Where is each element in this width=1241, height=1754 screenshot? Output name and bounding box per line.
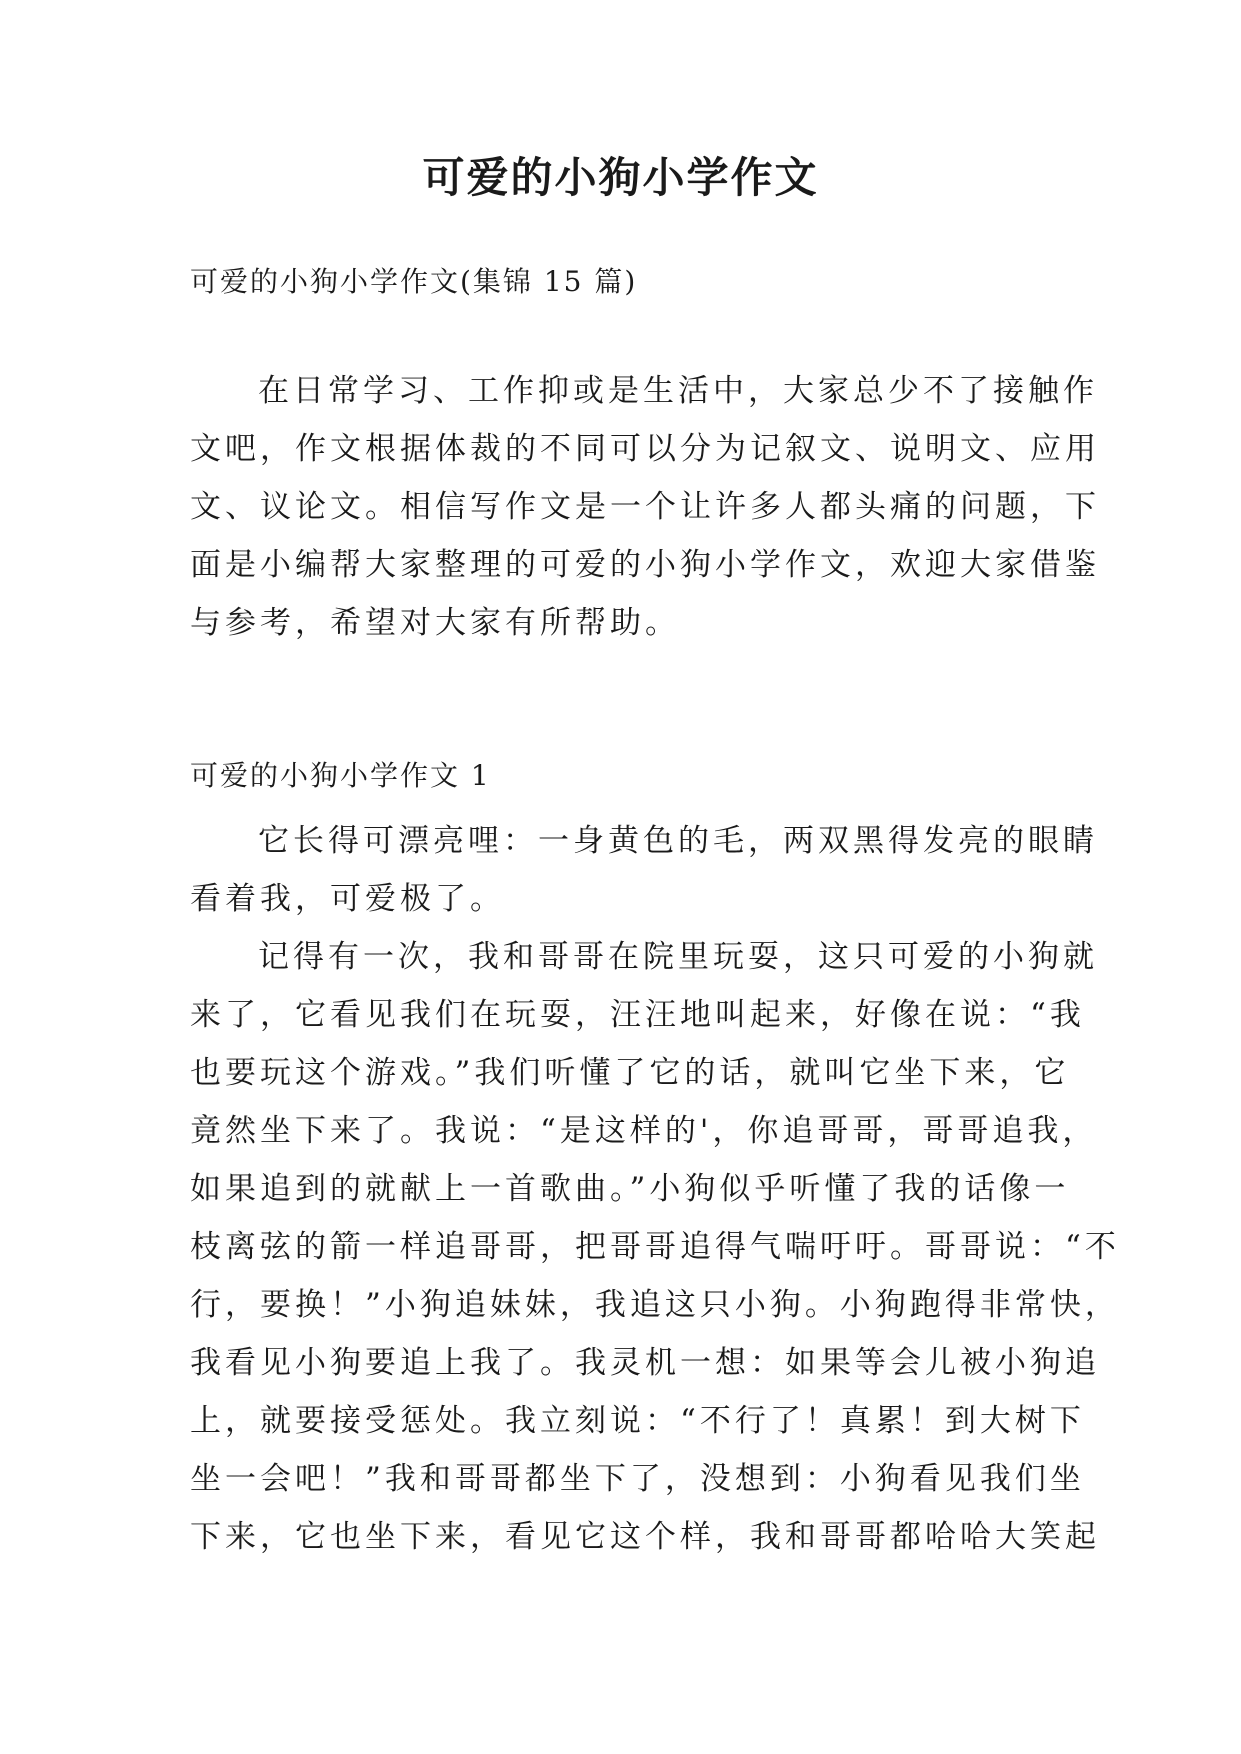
essay-line: 也要玩这个游戏。”我们听懂了它的话，就叫它坐下来，它 xyxy=(190,1055,1070,1091)
essay-line: 看着我，可爱极了。 xyxy=(190,881,505,917)
essay-line: 坐一会吧！”我和哥哥都坐下了，没想到：小狗看见我们坐 xyxy=(190,1461,1085,1497)
essay-line: 下来，它也坐下来，看见它这个样，我和哥哥都哈哈大笑起 xyxy=(190,1519,1100,1555)
section-heading: 可爱的小狗小学作文 1 xyxy=(190,759,491,792)
essay-line: 枝离弦的箭一样追哥哥，把哥哥追得气喘吁吁。哥哥说：“不 xyxy=(190,1229,1120,1265)
intro-line: 文、议论文。相信写作文是一个让许多人都头痛的问题，下 xyxy=(190,489,1100,525)
essay-line: 竟然坐下来了。我说：“是这样的'，你追哥哥，哥哥追我， xyxy=(190,1113,1098,1149)
essay-line: 我看见小狗要追上我了。我灵机一想：如果等会儿被小狗追 xyxy=(190,1345,1100,1381)
essay-line: 行，要换！”小狗追妹妹，我追这只小狗。小狗跑得非常快， xyxy=(190,1287,1120,1323)
intro-line: 面是小编帮大家整理的可爱的小狗小学作文，欢迎大家借鉴 xyxy=(190,547,1100,583)
intro-paragraph xyxy=(190,362,1100,652)
essay-line: 它长得可漂亮哩：一身黄色的毛，两双黑得发亮的眼睛 xyxy=(258,823,1098,859)
intro-line: 在日常学习、工作抑或是生活中，大家总少不了接触作 xyxy=(258,373,1098,409)
essay-paragraph-1 xyxy=(190,812,1098,928)
intro-line: 与参考，希望对大家有所帮助。 xyxy=(190,605,680,641)
essay-line: 如果追到的就献上一首歌曲。”小狗似乎听懂了我的话像一 xyxy=(190,1171,1070,1207)
essay-paragraph-2 xyxy=(190,928,1120,1566)
document-title: 可爱的小狗小学作文 xyxy=(422,153,819,202)
document-subtitle: 可爱的小狗小学作文(集锦 15 篇) xyxy=(190,265,638,298)
essay-line: 记得有一次，我和哥哥在院里玩耍，这只可爱的小狗就 xyxy=(258,939,1098,975)
intro-line: 文吧，作文根据体裁的不同可以分为记叙文、说明文、应用 xyxy=(190,431,1100,467)
essay-line: 上，就要接受惩处。我立刻说：“不行了！真累！到大树下 xyxy=(190,1403,1085,1439)
essay-line: 来了，它看见我们在玩耍，汪汪地叫起来，好像在说：“我 xyxy=(190,997,1085,1033)
